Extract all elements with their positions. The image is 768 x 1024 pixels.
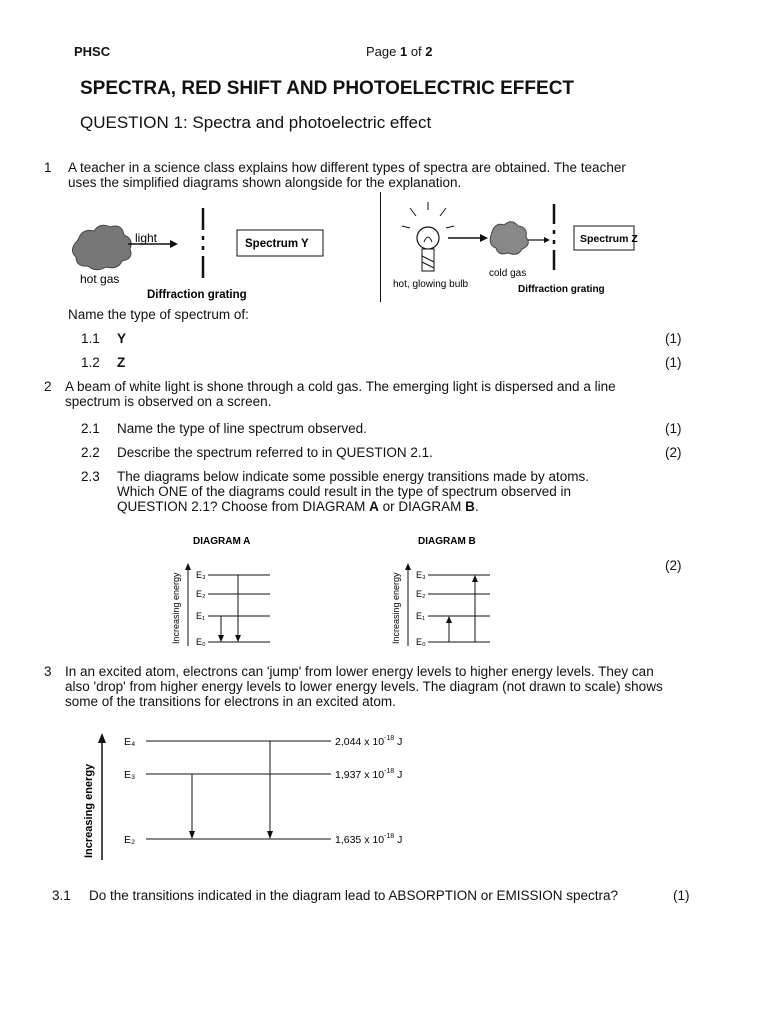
hot-gas-cloud [72, 225, 131, 270]
q1-2-text: Z [117, 355, 126, 370]
page-indicator [366, 44, 433, 59]
q3-line3: some of the transitions for electrons in an excited atom. [65, 694, 396, 709]
q1-1-marks: (1) [665, 331, 682, 346]
q2-text-line1: A beam of white light is shone through a cold gas. The emerging light is dispersed and a line [65, 379, 616, 394]
q2-3-line3-end: . [474, 499, 479, 514]
q2-3-number: 2.3 [81, 469, 100, 484]
q3-1-marks: (1) [673, 888, 690, 903]
q1-prompt: Name the type of spectrum of: [68, 307, 249, 322]
level-e2-value: 1,635 x $10^{-18}$ J [335, 833, 403, 846]
q1-1-text: Y [117, 331, 127, 346]
level-e2-name: E₂ [124, 834, 136, 846]
q3-number: 3 [44, 664, 52, 679]
bulb-glass [417, 227, 439, 249]
diagram-a-e3: E₃ [196, 570, 206, 580]
question-heading: QUESTION 1: Spectra and photoelectric effect [80, 113, 432, 132]
diagram-b [388, 530, 503, 650]
grating-label-left: Diffraction grating [147, 289, 247, 301]
page-title: SPECTRA, RED SHIFT AND PHOTOELECTRIC EFFECT [80, 78, 575, 99]
diagram-a-e1: E₁ [196, 611, 206, 621]
q1-1-number: 1.1 [81, 331, 100, 346]
diagram-b-e2: E₂ [416, 589, 426, 599]
energy-level-diagram [76, 725, 436, 865]
q3-line2: also 'drop' from higher energy levels to lower energy levels. The diagram (not drawn to scale) shows [65, 679, 663, 694]
diagram-b-title: DIAGRAM B [418, 536, 476, 547]
q3-1-text: Do the transitions indicated in the diagram lead to ABSORPTION or EMISSION spectra? [89, 888, 618, 903]
level-e4-name: E₄ [124, 736, 136, 748]
q2-3-option-a: A [369, 499, 379, 514]
bulb-rays [402, 202, 454, 228]
q2-3-line3-pre: QUESTION 2.1? Choose from DIAGRAM [117, 499, 370, 514]
energy-axis-label: Increasing energy [83, 763, 95, 858]
diagram-a-title: DIAGRAM A [193, 536, 251, 547]
emission-setup-diagram [70, 200, 370, 305]
q1-text-line2: uses the simplified diagrams shown alongside for the explanation. [68, 175, 462, 190]
q2-2-marks: (2) [665, 445, 682, 460]
diagram-b-axis-label: Increasing energy [391, 572, 401, 644]
q2-3-line2: Which ONE of the diagrams could result in the type of spectrum observed in [117, 484, 571, 499]
spectrum-z-label: Spectrum Z [580, 233, 638, 245]
q2-3-option-b: B [465, 499, 475, 514]
light-label: light [135, 231, 158, 245]
level-e3-name: E₃ [124, 769, 136, 781]
q1-text-line1: A teacher in a science class explains how different types of spectra are obtained. The teacher [68, 160, 626, 175]
q1-2-number: 1.2 [81, 355, 100, 370]
q2-text-line2: spectrum is observed on a screen. [65, 394, 272, 409]
page-prefix: Page [366, 44, 400, 59]
diagram-divider [380, 192, 381, 302]
grating-label-right: Diffraction grating [518, 284, 605, 295]
hot-gas-label: hot gas [80, 272, 120, 286]
page-current: 1 [399, 44, 408, 59]
q1-2-marks: (1) [665, 355, 682, 370]
diagram-b-e0: E₀ [416, 637, 426, 647]
diagram-b-e3: E₃ [416, 570, 426, 580]
light-arrow-head [170, 240, 178, 248]
q3-1-number: 3.1 [52, 888, 71, 903]
q2-2-number: 2.2 [81, 445, 100, 460]
level-e4-value: 2,044 x $10^{-18}$ J [335, 735, 403, 748]
q1-number: 1 [44, 160, 52, 175]
page-of: of [407, 44, 426, 59]
bulb-base [422, 249, 434, 271]
q3-line1: In an excited atom, electrons can 'jump' from lower energy levels to higher energy levels. They can [65, 664, 654, 679]
absorption-setup-diagram [388, 198, 638, 303]
cold-gas-label: cold gas [489, 268, 527, 279]
spectrum-y-label: Spectrum Y [245, 238, 309, 250]
q2-1-marks: (1) [665, 421, 682, 436]
q2-3-line3-mid: or DIAGRAM [378, 499, 466, 514]
q2-1-number: 2.1 [81, 421, 100, 436]
q2-1-text: Name the type of line spectrum observed. [117, 421, 367, 436]
q2-3-line3 [117, 499, 479, 514]
diagram-b-e1: E₁ [416, 611, 426, 621]
subject-code: PHSC [74, 44, 111, 59]
q2-number: 2 [44, 379, 52, 394]
q2-3-line1: The diagrams below indicate some possible energy transitions made by atoms. [117, 469, 589, 484]
diagram-a [168, 530, 283, 650]
diagram-a-axis-label: Increasing energy [171, 572, 181, 644]
page-total: 2 [425, 44, 433, 59]
bulb-label: hot, glowing bulb [393, 279, 469, 290]
level-e3-value: 1,937 x $10^{-18}$ J [335, 768, 403, 781]
q2-3-marks: (2) [665, 558, 682, 573]
cold-gas-cloud [490, 222, 528, 255]
diagram-a-e0: E₀ [196, 637, 206, 647]
diagram-a-e2: E₂ [196, 589, 206, 599]
q2-2-text: Describe the spectrum referred to in QUESTION 2.1. [117, 445, 433, 460]
